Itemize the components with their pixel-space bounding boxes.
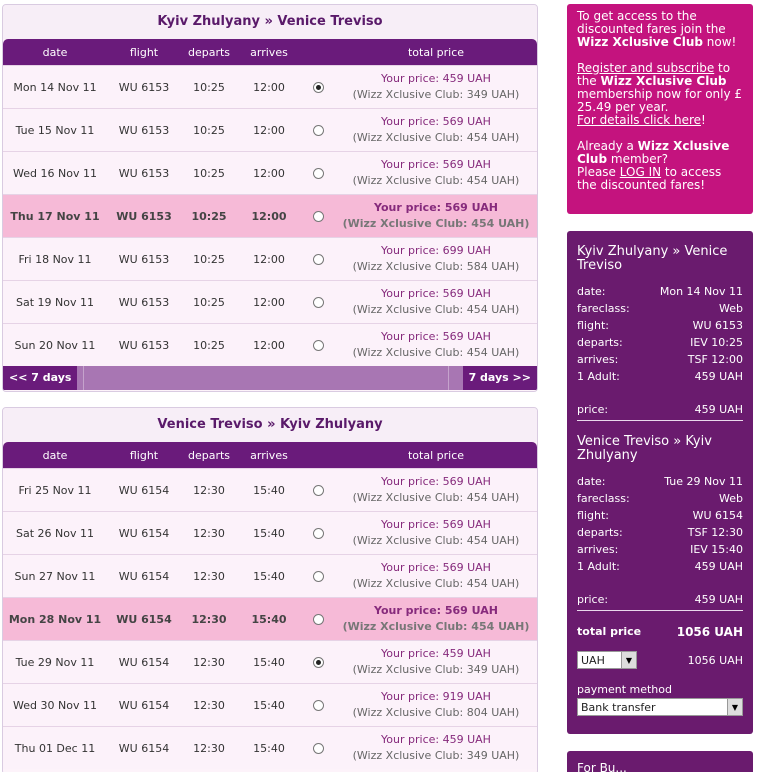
- promo-register: Register and subscribe to the Wizz Xclusive Club membership now for only £ 25.49 per year. For details click here!: [577, 61, 743, 127]
- flight-row[interactable]: [3, 280, 537, 323]
- return-rows: [3, 468, 537, 769]
- your-price: Your price: 569 UAH: [381, 287, 491, 300]
- flight-row[interactable]: [3, 597, 537, 640]
- flight-row[interactable]: [3, 726, 537, 769]
- your-price: Your price: 569 UAH: [381, 115, 491, 128]
- your-price: Your price: 699 UAH: [381, 244, 491, 257]
- header-total-price: total price: [407, 45, 465, 59]
- outbound-flights-panel: [2, 4, 538, 392]
- arrival-time: 15:40: [253, 569, 285, 583]
- summary-return-price: price: 459 UAH: [577, 593, 743, 611]
- departure-time: 12:30: [193, 741, 225, 755]
- flight-row[interactable]: [3, 194, 537, 237]
- summary-line: date: Mon 14 Nov 11: [577, 285, 743, 298]
- your-price: Your price: 919 UAH: [381, 690, 491, 703]
- flight-number: WU 6154: [118, 526, 170, 540]
- flight-date: Mon 14 Nov 11: [13, 80, 97, 94]
- summary-line: flight: WU 6153: [577, 319, 743, 332]
- club-price: (Wizz Xclusive Club: 454 UAH): [352, 534, 520, 547]
- outbound-table-header: [3, 39, 537, 65]
- return-table-header: [3, 442, 537, 468]
- arrival-time: 15:40: [253, 483, 285, 497]
- flight-row[interactable]: [3, 554, 537, 597]
- your-price: Your price: 569 UAH: [381, 475, 491, 488]
- summary-outbound-price: price: 459 UAH: [577, 403, 743, 421]
- flight-select-radio[interactable]: [313, 82, 324, 93]
- summary-line: 1 Adult: 459 UAH: [577, 560, 743, 573]
- prev-7-days-button[interactable]: << 7 days: [3, 366, 77, 390]
- summary-total: total price 1056 UAH: [577, 625, 743, 639]
- arrival-time: 12:00: [253, 166, 285, 180]
- flight-select-radio[interactable]: [313, 485, 324, 496]
- summary-line: flight: WU 6154: [577, 509, 743, 522]
- header-departs: departs: [187, 45, 231, 59]
- arrival-time: 12:00: [251, 209, 287, 223]
- fare-price: [335, 603, 537, 635]
- summary-line: departs: IEV 10:25: [577, 336, 743, 349]
- club-price: (Wizz Xclusive Club: 454 UAH): [342, 620, 530, 633]
- flight-date: Tue 29 Nov 11: [15, 655, 95, 669]
- departure-time: 12:30: [191, 612, 227, 626]
- flight-select-radio[interactable]: [313, 297, 324, 308]
- flight-select-radio[interactable]: [313, 528, 324, 539]
- flight-select-radio[interactable]: [313, 125, 324, 136]
- club-price: (Wizz Xclusive Club: 349 UAH): [352, 88, 520, 101]
- flight-number: WU 6154: [118, 483, 170, 497]
- club-price: (Wizz Xclusive Club: 349 UAH): [352, 663, 520, 676]
- header-arrives: arrives: [250, 448, 288, 462]
- flight-date: Wed 16 Nov 11: [13, 166, 97, 180]
- header-date: date: [42, 448, 68, 462]
- summary-line: arrives: IEV 15:40: [577, 543, 743, 556]
- flight-row[interactable]: [3, 151, 537, 194]
- fare-price: [335, 560, 537, 592]
- your-price: Your price: 569 UAH: [381, 561, 491, 574]
- flight-date: Thu 01 Dec 11: [14, 741, 96, 755]
- your-price: Your price: 569 UAH: [381, 330, 491, 343]
- fare-price: [335, 71, 537, 103]
- your-price: Your price: 569 UAH: [374, 604, 498, 617]
- summary-line: 1 Adult: 459 UAH: [577, 370, 743, 383]
- flight-select-radio[interactable]: [313, 211, 324, 222]
- details-link[interactable]: For details click here: [577, 113, 702, 127]
- flight-number: WU 6154: [118, 655, 170, 669]
- flight-number: WU 6153: [118, 295, 170, 309]
- summary-line: fareclass: Web: [577, 302, 743, 315]
- flight-select-radio[interactable]: [313, 571, 324, 582]
- fare-price: [335, 200, 537, 232]
- booking-summary: [567, 231, 753, 734]
- promo-intro: To get access to the discounted fares join the Wizz Xclusive Club now!: [577, 9, 737, 49]
- your-price: Your price: 569 UAH: [374, 201, 498, 214]
- arrival-time: 12:00: [253, 295, 285, 309]
- header-flight: flight: [129, 45, 159, 59]
- flight-row[interactable]: [3, 640, 537, 683]
- header-arrives: arrives: [250, 45, 288, 59]
- fare-price: [335, 474, 537, 506]
- flight-row[interactable]: [3, 237, 537, 280]
- departure-time: 10:25: [193, 166, 225, 180]
- your-price: Your price: 569 UAH: [381, 158, 491, 171]
- chevron-down-icon: ▼: [727, 699, 742, 715]
- converted-total: 1056 UAH: [687, 653, 743, 667]
- flight-number: WU 6153: [118, 252, 170, 266]
- flight-date: Sun 27 Nov 11: [14, 569, 96, 583]
- departure-time: 10:25: [193, 80, 225, 94]
- departure-time: 10:25: [193, 295, 225, 309]
- next-7-days-button[interactable]: 7 days >>: [463, 366, 537, 390]
- flight-select-radio[interactable]: [313, 614, 324, 625]
- flight-date: Sat 19 Nov 11: [16, 295, 94, 309]
- club-price: (Wizz Xclusive Club: 454 UAH): [342, 217, 530, 230]
- flight-date: Fri 18 Nov 11: [18, 252, 92, 266]
- flight-number: WU 6154: [118, 569, 170, 583]
- flight-number: WU 6154: [118, 741, 170, 755]
- flight-date: Sat 26 Nov 11: [16, 526, 94, 540]
- flight-date: Mon 28 Nov 11: [8, 612, 102, 626]
- club-price: (Wizz Xclusive Club: 454 UAH): [352, 577, 520, 590]
- departure-time: 12:30: [193, 655, 225, 669]
- arrival-time: 12:00: [253, 80, 285, 94]
- summary-line: departs: TSF 12:30: [577, 526, 743, 539]
- flight-number: WU 6153: [118, 80, 170, 94]
- flight-select-radio[interactable]: [313, 700, 324, 711]
- flight-row[interactable]: [3, 511, 537, 554]
- flight-select-radio[interactable]: [313, 168, 324, 179]
- summary-return-details: [577, 473, 743, 575]
- club-price: (Wizz Xclusive Club: 454 UAH): [352, 131, 520, 144]
- chevron-down-icon: ▼: [621, 652, 636, 668]
- currency-select[interactable]: UAH ▼: [577, 651, 637, 669]
- fare-price: [335, 157, 537, 189]
- departure-time: 10:25: [193, 252, 225, 266]
- next-info-box: For Bu...: [567, 751, 753, 772]
- your-price: Your price: 459 UAH: [381, 72, 491, 85]
- flight-number: WU 6153: [118, 166, 170, 180]
- fare-price: [335, 517, 537, 549]
- flight-number: WU 6153: [118, 338, 170, 352]
- arrival-time: 12:00: [253, 123, 285, 137]
- header-departs: departs: [187, 448, 231, 462]
- your-price: Your price: 569 UAH: [381, 518, 491, 531]
- arrival-time: 15:40: [253, 698, 285, 712]
- fare-price: [335, 243, 537, 275]
- club-price: (Wizz Xclusive Club: 454 UAH): [352, 346, 520, 359]
- summary-outbound-details: [577, 283, 743, 385]
- fare-price: [335, 329, 537, 361]
- summary-outbound-route: Kyiv Zhulyany » Venice Treviso: [577, 244, 728, 273]
- flight-number: WU 6153: [116, 209, 172, 223]
- header-date: date: [42, 45, 68, 59]
- arrival-time: 12:00: [253, 338, 285, 352]
- flight-select-radio[interactable]: [313, 743, 324, 754]
- header-flight: flight: [129, 448, 159, 462]
- flight-date: Thu 17 Nov 11: [10, 209, 100, 223]
- week-scroll-track[interactable]: [83, 366, 448, 390]
- fare-price: [335, 286, 537, 318]
- club-price: (Wizz Xclusive Club: 454 UAH): [352, 174, 520, 187]
- outbound-week-nav: [3, 366, 537, 390]
- arrival-time: 12:00: [253, 252, 285, 266]
- currency-row: [577, 651, 743, 669]
- fare-price: [335, 689, 537, 721]
- flight-number: WU 6153: [118, 123, 170, 137]
- departure-time: 10:25: [193, 123, 225, 137]
- arrival-time: 15:40: [251, 612, 287, 626]
- summary-line: date: Tue 29 Nov 11: [577, 475, 743, 488]
- summary-return-route: Venice Treviso » Kyiv Zhulyany: [577, 434, 712, 463]
- club-price: (Wizz Xclusive Club: 804 UAH): [352, 706, 520, 719]
- return-route-title: Venice Treviso » Kyiv Zhulyany: [3, 408, 537, 442]
- login-link[interactable]: LOG IN: [619, 165, 662, 179]
- your-price: Your price: 459 UAH: [381, 647, 491, 660]
- fare-price: [335, 114, 537, 146]
- club-price: (Wizz Xclusive Club: 584 UAH): [352, 260, 520, 273]
- arrival-time: 15:40: [253, 526, 285, 540]
- flight-row[interactable]: [3, 65, 537, 108]
- arrival-time: 15:40: [253, 741, 285, 755]
- flight-select-radio[interactable]: [313, 340, 324, 351]
- flight-date: Fri 25 Nov 11: [18, 483, 92, 497]
- arrival-time: 15:40: [253, 655, 285, 669]
- payment-method-label: payment method: [577, 683, 672, 696]
- summary-line: arrives: TSF 12:00: [577, 353, 743, 366]
- return-flights-panel: [2, 407, 538, 772]
- flight-select-radio[interactable]: [313, 657, 324, 668]
- flight-row[interactable]: [3, 323, 537, 366]
- departure-time: 10:25: [191, 209, 227, 223]
- club-price: (Wizz Xclusive Club: 454 UAH): [352, 303, 520, 316]
- header-total-price: total price: [407, 448, 465, 462]
- summary-line: fareclass: Web: [577, 492, 743, 505]
- flight-row[interactable]: [3, 108, 537, 151]
- promo-login: Already a Wizz Xclusive Club member? Please LOG IN to access the discounted fares!: [577, 139, 730, 192]
- club-price: (Wizz Xclusive Club: 349 UAH): [352, 749, 520, 762]
- flight-date: Wed 30 Nov 11: [13, 698, 97, 712]
- departure-time: 12:30: [193, 483, 225, 497]
- fare-price: [335, 732, 537, 764]
- flight-row[interactable]: [3, 683, 537, 726]
- departure-time: 10:25: [193, 338, 225, 352]
- departure-time: 12:30: [193, 569, 225, 583]
- flight-number: WU 6154: [116, 612, 172, 626]
- outbound-route-title: Kyiv Zhulyany » Venice Treviso: [3, 5, 537, 39]
- flight-select-radio[interactable]: [313, 254, 324, 265]
- club-promo-box: [567, 4, 753, 214]
- departure-time: 12:30: [193, 698, 225, 712]
- payment-method-select[interactable]: Bank transfer ▼: [577, 698, 743, 716]
- register-link[interactable]: Register and subscribe: [577, 61, 715, 75]
- total-price-value: 1056 UAH: [676, 625, 743, 639]
- flight-row[interactable]: [3, 468, 537, 511]
- club-price: (Wizz Xclusive Club: 454 UAH): [352, 491, 520, 504]
- flight-date: Tue 15 Nov 11: [15, 123, 95, 137]
- your-price: Your price: 459 UAH: [381, 733, 491, 746]
- flight-date: Sun 20 Nov 11: [14, 338, 96, 352]
- flight-number: WU 6154: [118, 698, 170, 712]
- departure-time: 12:30: [193, 526, 225, 540]
- outbound-rows: [3, 65, 537, 366]
- fare-price: [335, 646, 537, 678]
